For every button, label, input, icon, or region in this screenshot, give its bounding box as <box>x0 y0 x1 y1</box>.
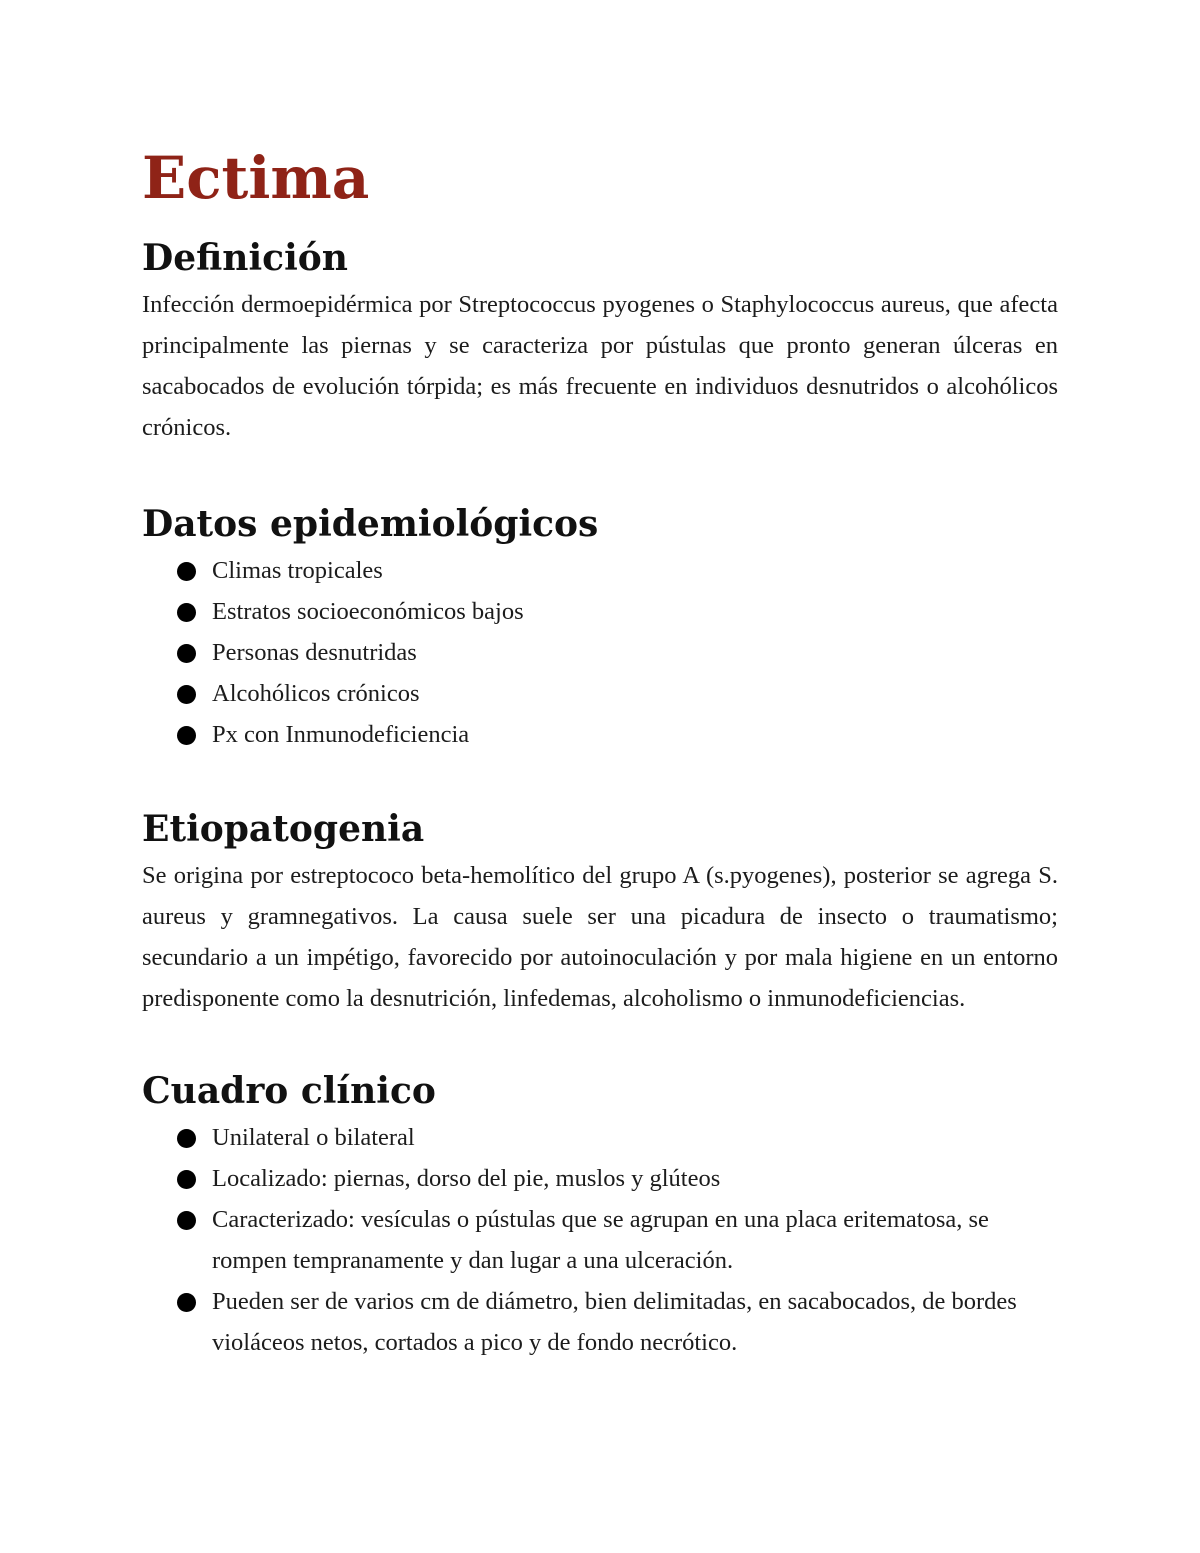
list-item-text: Alcohólicos crónicos <box>212 680 420 707</box>
section-heading-cuadro-clinico: Cuadro clínico <box>142 1070 436 1112</box>
list-item-text: Personas desnutridas <box>212 639 417 666</box>
list-item <box>142 591 1058 632</box>
section-cuadro-clinico <box>142 1065 1058 1363</box>
bullet-icon <box>177 644 196 663</box>
document-title: Ectima <box>142 144 370 212</box>
bullet-icon <box>177 1211 196 1230</box>
list-item <box>142 673 1058 714</box>
list-item <box>142 1117 1058 1158</box>
list-item-text: Climas tropicales <box>212 557 383 584</box>
definicion-paragraph: Infección dermoepidérmica por Streptococcus pyogenes o Staphylococcus aureus, que afecta principalmente las piernas y se caracteriza por pústulas que pronto generan úlceras en sacabocados de evolución tórpida; es más frecuente en individuos desnutridos o alcohólicos crónicos. <box>142 291 1058 441</box>
list-item <box>142 550 1058 591</box>
list-item <box>142 714 1058 755</box>
list-item-text: Unilateral o bilateral <box>212 1124 415 1151</box>
bullet-icon <box>177 1129 196 1148</box>
bullet-icon <box>177 685 196 704</box>
list-item-text: Px con Inmunodeficiencia <box>212 721 470 748</box>
list-item-text: Pueden ser de varios cm de diámetro, bien delimitadas, en sacabocados, de bordes violáceos netos, cortados a pico y de fondo necrótico. <box>212 1288 1017 1356</box>
list-item-text: Localizado: piernas, dorso del pie, muslos y glúteos <box>212 1165 721 1192</box>
cuadro-clinico-list <box>142 1117 1058 1363</box>
section-heading-definicion: Definición <box>142 237 348 279</box>
list-item-text: Caracterizado: vesículas o pústulas que se agrupan en una placa eritematosa, se rompen tempranamente y dan lugar a una ulceración. <box>212 1206 989 1274</box>
bullet-icon <box>177 562 196 581</box>
bullet-icon <box>177 1170 196 1189</box>
bullet-icon <box>177 603 196 622</box>
epidemiologia-list <box>142 550 1058 755</box>
section-etiopatogenia <box>142 803 1058 1019</box>
section-heading-epidemiologia: Datos epidemiológicos <box>142 503 599 545</box>
list-item-text: Estratos socioeconómicos bajos <box>212 598 524 625</box>
bullet-icon <box>177 726 196 745</box>
section-heading-etiopatogenia: Etiopatogenia <box>142 808 425 850</box>
list-item <box>142 1199 1058 1281</box>
list-item <box>142 1158 1058 1199</box>
section-definicion <box>142 232 1058 448</box>
list-item <box>142 1281 1058 1363</box>
list-item <box>142 632 1058 673</box>
document-page <box>142 140 1058 1363</box>
bullet-icon <box>177 1293 196 1312</box>
etiopatogenia-paragraph: Se origina por estreptococo beta-hemolítico del grupo A (s.pyogenes), posterior se agrega S. aureus y gramnegativos. La causa suele ser una picadura de insecto o traumatismo; secundario a un impétigo, favorecido por autoinoculación y por mala higiene en un entorno predisponente como la desnutrición, linfedemas, alcoholismo o inmunodeficiencias. <box>142 862 1058 1012</box>
section-epidemiologia <box>142 498 1058 755</box>
